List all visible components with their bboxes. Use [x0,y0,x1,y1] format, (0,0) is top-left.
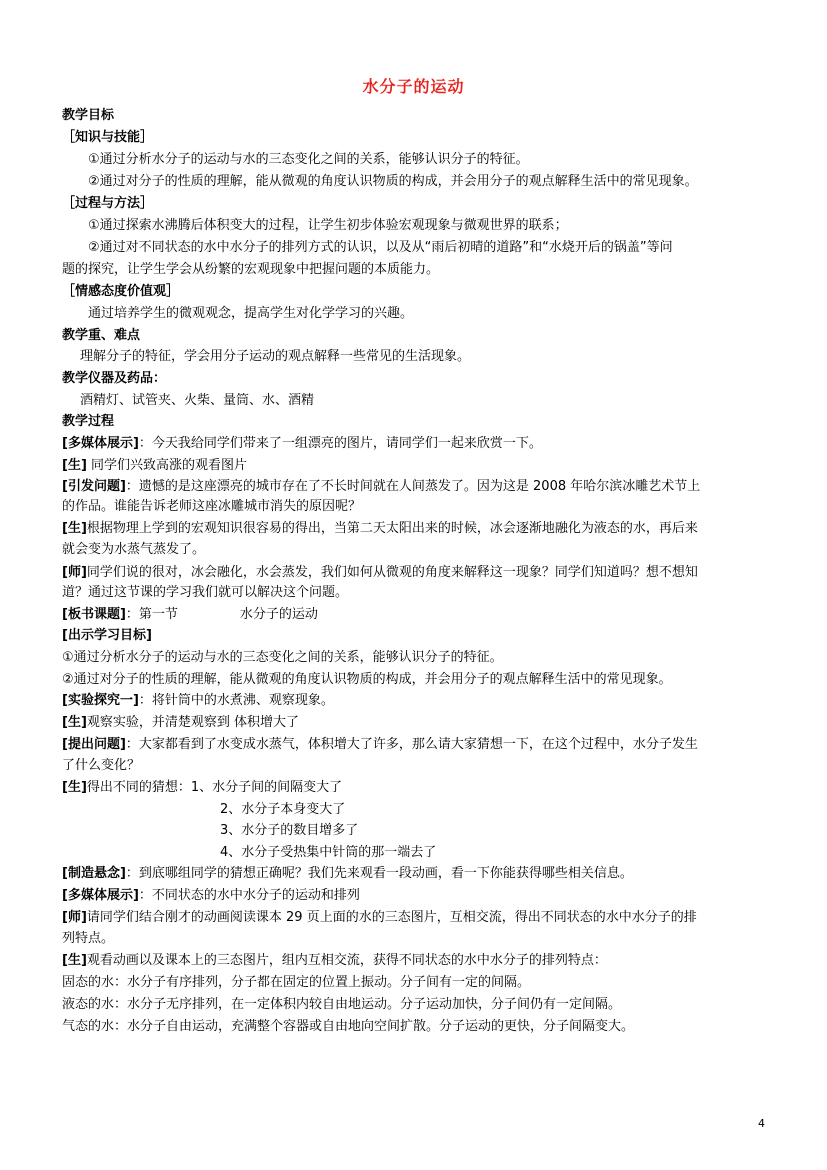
text-board-topic: 水分子的运动 [239,607,318,622]
paragraph-experiment [62,693,334,709]
paragraph-board-title [62,607,318,623]
text-student-2: 根据物理上学到的宏观知识很容易的得出，当第二天太阳出来的时候，冰会逐渐地融化为液态的水，再后来 [86,521,698,536]
paragraph-media-2 [62,888,360,904]
label-lead-question: [引发问题] [62,479,126,494]
paragraph-suspense [62,866,633,882]
guess-item-3: 3、水分子的数目增多了 [220,823,359,838]
text-student-2-cont: 就会变为水蒸气蒸发了。 [62,542,206,557]
label-media-2: [多媒体展示] [62,888,139,903]
label-teacher-1: [师] [62,565,87,580]
key-points-text: 理解分子的特征，学会用分子运动的观点解释一些常见的生活现象。 [80,349,471,364]
guess-item-2: 2、水分子本身变大了 [220,802,346,817]
paragraph-student-2 [62,521,698,537]
text-teacher-1: 同学们说的很对，冰会融化，水会蒸发，我们如何从微观的角度来解释这一现象？同学们知道吗？想不想知 [86,565,698,580]
paragraph-student-5 [62,953,607,969]
knowledge-item-1: ①通过分析水分子的运动与水的三态变化之间的关系，能够认识分子的特征。 [88,152,529,167]
document-title: 水分子的运动 [362,77,465,96]
label-teacher-2: [师] [62,910,87,925]
paragraph-teacher-2 [62,910,697,926]
paragraph-student-1 [62,458,247,474]
label-media-1: [多媒体展示] [62,436,139,451]
label-student-4: [生] [62,780,87,795]
label-student-1: [生] [62,458,87,473]
text-board-section: ：第一节 [125,607,178,622]
paragraph-media-1 [62,436,542,452]
heading-key-points: 教学重、难点 [62,328,141,343]
text-teacher-2: 请同学们结合刚才的动画阅读课本 29 页上面的水的三态图片，互相交流，得出不同状态的水中水分子的排 [86,910,697,925]
label-suspense: [制造悬念] [62,866,126,881]
text-raise-question-cont: 了什么变化？ [62,758,141,773]
process-item-2: ②通过对不同状态的水中水分子的排列方式的认识，以及从“雨后初晴的道路”和“水烧开后的锅盖”等问 [88,240,673,255]
label-knowledge-skills: ［知识与技能］ [62,130,154,145]
text-suspense: ：到底哪组同学的猜想正确呢？我们先来观看一段动画，看一下你能获得哪些相关信息。 [125,866,633,881]
label-emotion-values: ［情感态度价值观］ [62,284,180,299]
label-process-methods: ［过程与方法］ [62,196,154,211]
label-raise-question: [提出问题] [62,737,126,752]
goal-item-1: ①通过分析水分子的运动与水的三态变化之间的关系，能够认识分子的特征。 [62,650,503,665]
text-teacher-2-cont: 列特点。 [62,931,115,946]
solid-water-text: 固态的水：水分子有序排列，分子都在固定的位置上振动。分子间有一定的间隔。 [62,975,531,990]
paragraph-student-4 [62,780,342,796]
text-student-4: 得出不同的猜想：1、水分子间的间隔变大了 [86,780,343,795]
knowledge-item-2: ②通过对分子的性质的理解，能从微观的角度认识物质的构成，并会用分子的观点解释生活中的常见现象。 [88,174,698,189]
text-student-5: 观看动画以及课本上的三态图片，组内互相交流，获得不同状态的水中水分子的排列特点： [86,953,607,968]
process-item-1: ①通过探索水沸腾后体积变大的过程，让学生初步体验宏观现象与微观世界的联系； [88,218,568,233]
label-student-3: [生] [62,715,87,730]
paragraph-lead-question [62,479,700,495]
label-show-goals: [出示学习目标] [62,628,152,643]
text-teacher-1-cont: 道？通过这节课的学习我们就可以解决这个问题。 [62,585,349,600]
heading-teaching-process: 教学过程 [62,414,115,429]
paragraph-teacher-1 [62,565,698,581]
text-media-2: ：不同状态的水中水分子的运动和排列 [138,888,360,903]
goal-item-2: ②通过对分子的性质的理解，能从微观的角度认识物质的构成，并会用分子的观点解释生活中的常见现象。 [62,672,672,687]
text-student-3: 观察实验，并清楚观察到 体积增大了 [86,715,300,730]
liquid-water-text: 液态的水：水分子无序排列，在一定体积内较自由地运动。分子运动加快，分子间仍有一定间隔。 [62,997,622,1012]
label-student-5: [生] [62,953,87,968]
heading-teaching-goals: 教学目标 [62,108,115,123]
heading-equipment: 教学仪器及药品： [62,371,167,386]
page-number: 4 [758,1117,765,1130]
text-student-1: 同学们兴致高涨的观看图片 [86,458,248,473]
text-experiment: ：将针筒中的水煮沸、观察现象。 [138,693,334,708]
text-raise-question: ：大家都看到了水变成水蒸气，体积增大了许多，那么请大家猜想一下，在这个过程中，水分子发生 [125,737,698,752]
label-student-2: [生] [62,521,87,536]
paragraph-student-3 [62,715,299,731]
gas-water-text: 气态的水：水分子自由运动，充满整个容器或自由地向空间扩散。分子运动的更快，分子间隔变大。 [62,1019,635,1034]
equipment-text: 酒精灯、试管夹、火柴、量筒、水、酒精 [80,393,315,408]
paragraph-raise-question [62,737,698,753]
process-item-2-cont: 题的探究，让学生学会从纷繁的宏观现象中把握问题的本质能力。 [62,262,440,277]
label-board-title: [板书课题] [62,607,126,622]
text-media-1: ：今天我给同学们带来了一组漂亮的图片，请同学们一起来欣赏一下。 [138,436,542,451]
label-experiment: [实验探究一] [62,693,139,708]
text-lead-question: ：遗憾的是这座漂亮的城市存在了不长时间就在人间蒸发了。因为这是 2008 年哈尔滨冰雕艺术节上 [125,479,701,494]
text-lead-question-cont: 的作品。谁能告诉老师这座冰雕城市消失的原因呢？ [62,499,362,514]
guess-item-4: 4、水分子受热集中针筒的那一端去了 [220,845,437,860]
emotion-item-1: 通过培养学生的微观观念，提高学生对化学学习的兴趣。 [88,306,414,321]
